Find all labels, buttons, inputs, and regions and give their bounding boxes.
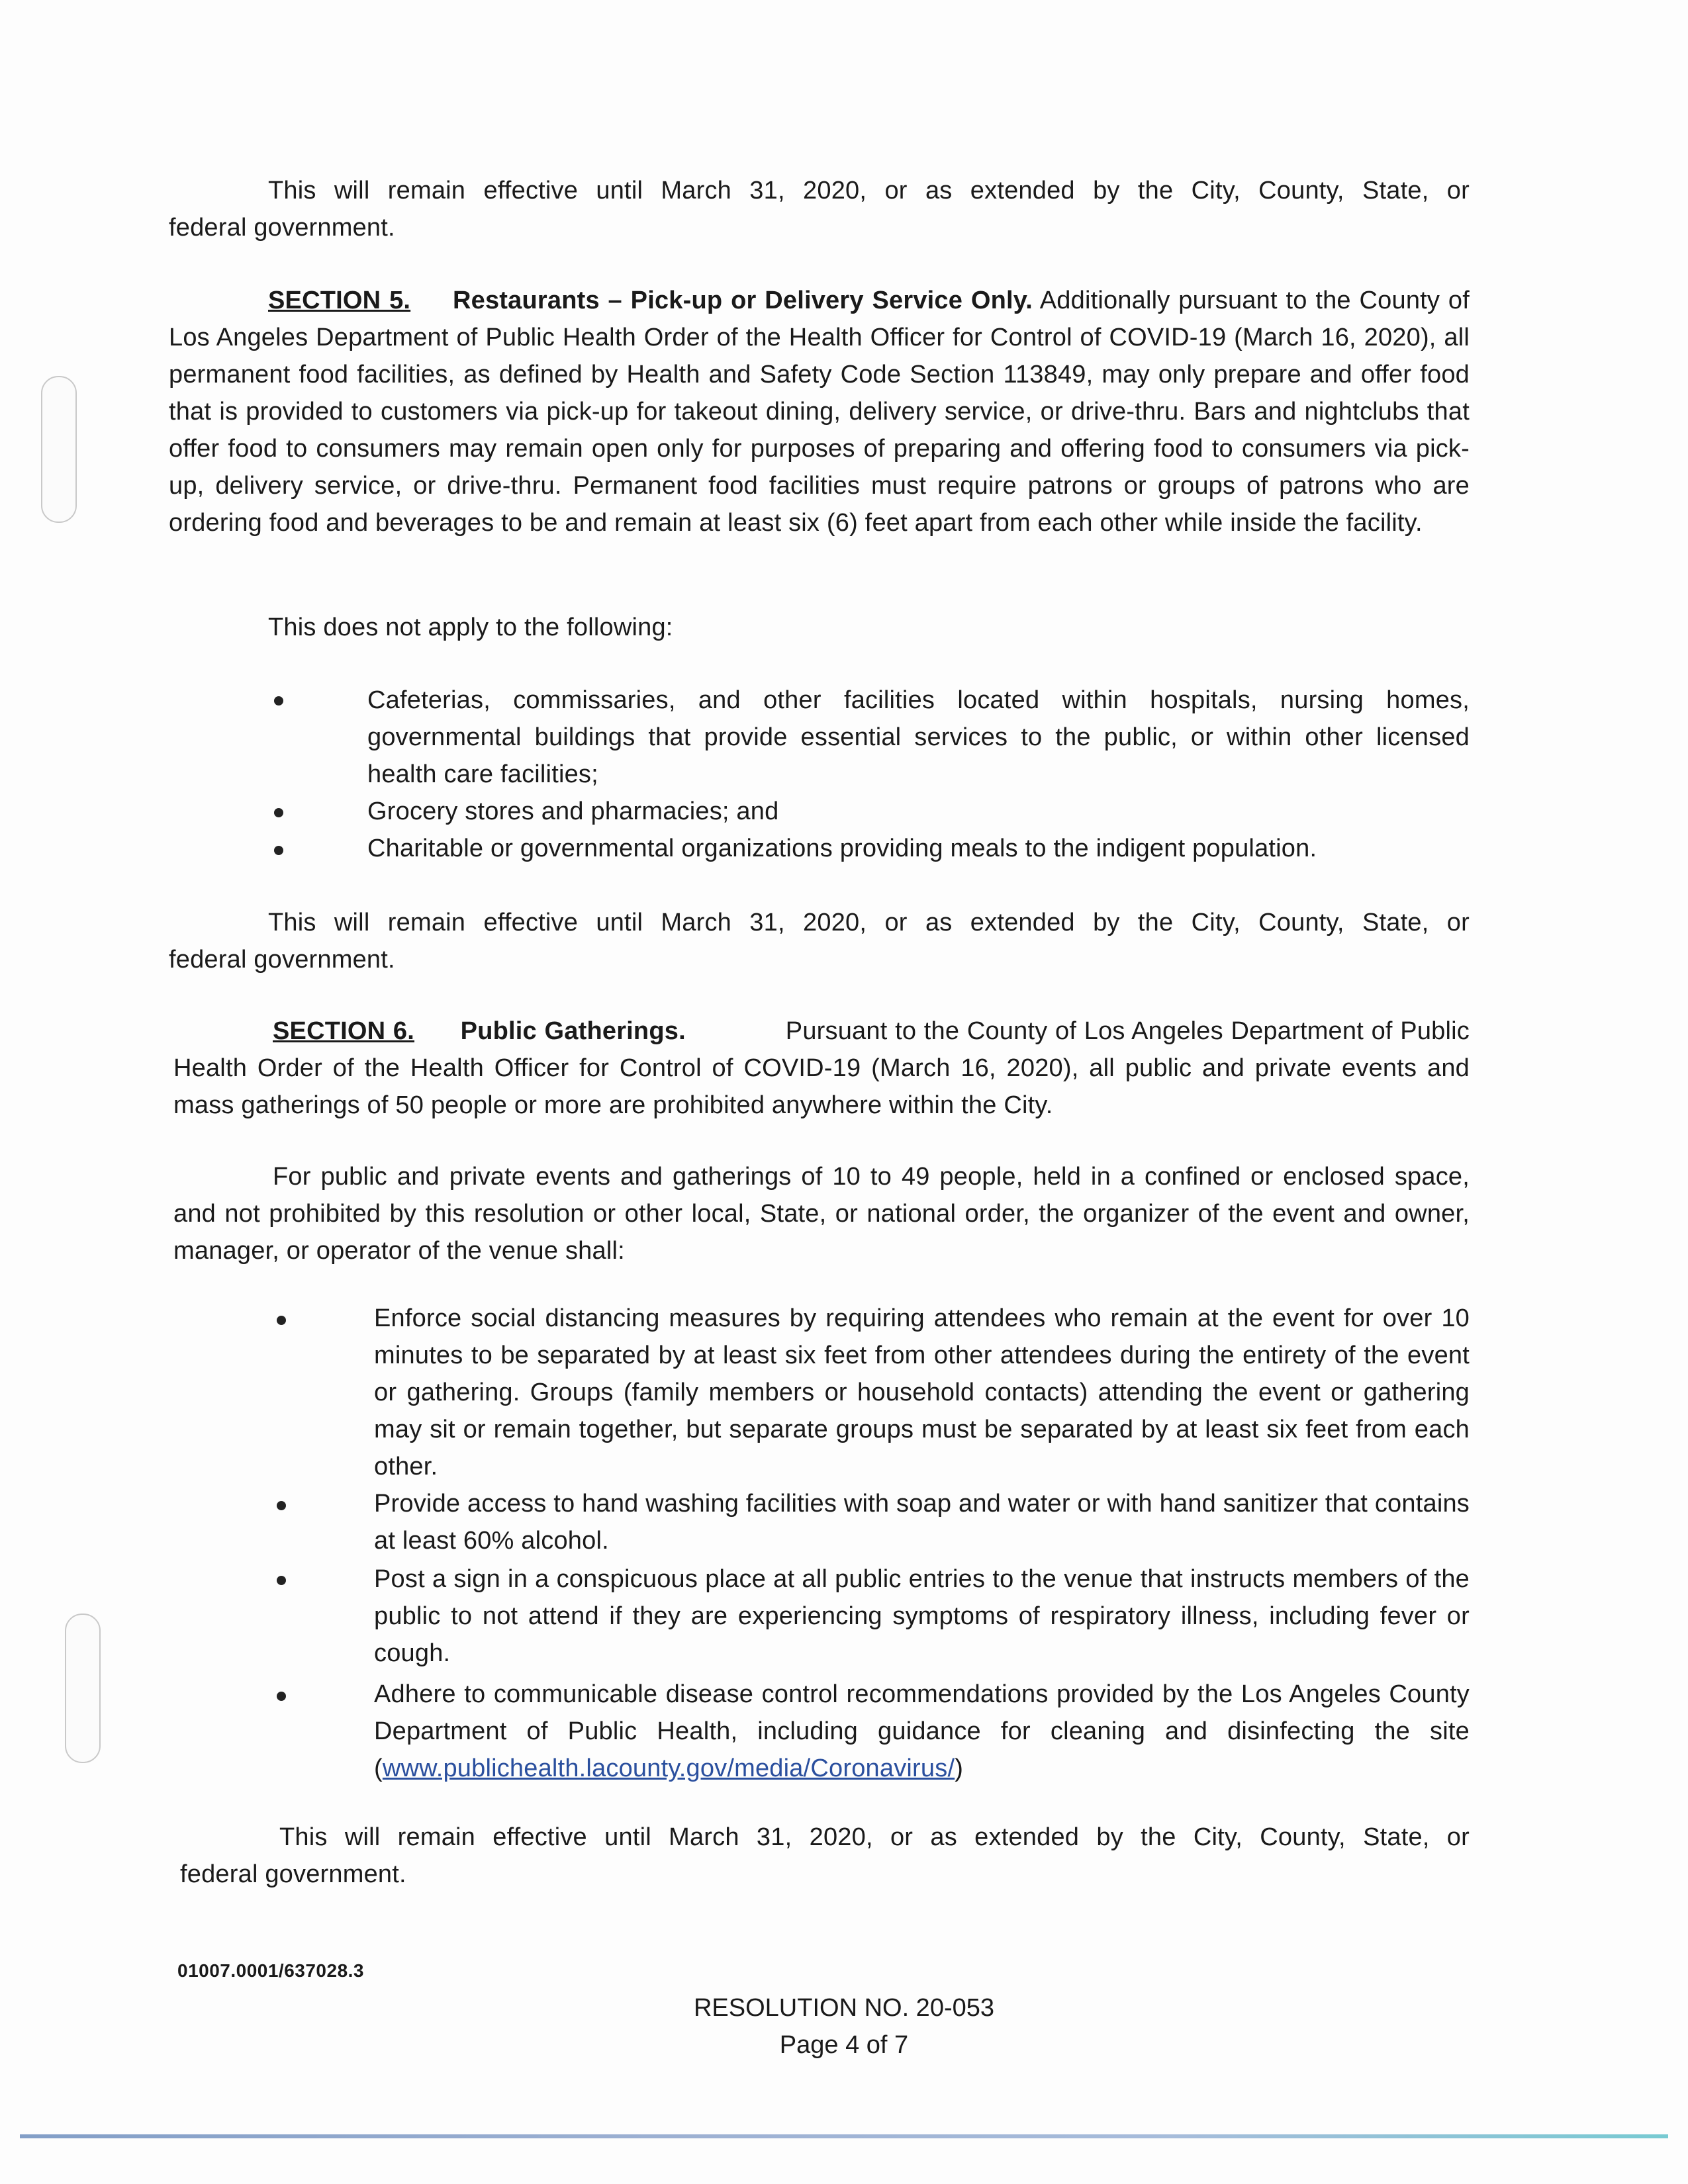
section-6-title: Public Gatherings. bbox=[460, 1017, 686, 1045]
bullet-icon bbox=[277, 1316, 286, 1325]
bullet-icon bbox=[277, 1501, 286, 1510]
gathering-requirement: Enforce social distancing measures by requiring attendees who remain at the event for over 10 minutes to be separated by at least six feet from other attendees during the entirety of the event or gathering. Groups (family members or household contacts) attending the event or gathering may sit or remain together, but separate groups must be separated by at least six feet from each other. bbox=[374, 1304, 1470, 1480]
page-number: Page 4 of 7 bbox=[779, 2031, 909, 2059]
effective-paragraph-1 bbox=[169, 172, 1470, 246]
section-5-title: Restaurants – Pick-up or Delivery Service Only. bbox=[452, 287, 1033, 314]
resolution-number: RESOLUTION NO. 20-053 bbox=[693, 1994, 995, 2022]
bullet-icon bbox=[274, 808, 283, 817]
section-5-body: Additionally pursuant to the County of Los Angeles Department of Public Health Order of the Health Officer for Control of COVID-19 (March 16, 2020), all permanent food facilities, as defined by Health and Safety Code Section 113849, may only prepare and offer food that is provided to customers via pick-up for takeout dining, delivery service, or drive-thru. Bars and nightclubs that offer food to consumers may remain open only for purposes of preparing and offering food to consumers via pick-up, delivery service, or drive-thru. Permanent food facilities must require patrons or groups of patrons who are ordering food and beverages to be and remain at least six (6) feet apart from each other while inside the facility. bbox=[169, 287, 1470, 537]
punch-hole-top bbox=[41, 376, 77, 523]
effective-paragraph-3 bbox=[180, 1819, 1470, 1893]
exemptions-intro: This does not apply to the following: bbox=[268, 614, 673, 641]
section-6-label: SECTION 6. bbox=[273, 1017, 415, 1045]
gatherings-intro: For public and private events and gatherings of 10 to 49 people, held in a confined or enclosed space, and not prohibited by this resolution or other local, State, or national order, the organizer of the event and owner, manager, or operator of the venue shall: bbox=[173, 1163, 1470, 1265]
scan-edge-line bbox=[20, 2134, 1668, 2138]
gathering-requirement: Provide access to hand washing facilities with soap and water or with hand sanitizer that contains at least 60% alcohol. bbox=[374, 1490, 1470, 1555]
exemption-item: Cafeterias, commissaries, and other facilities located within hospitals, nursing homes, governmental buildings that provide essential services to the public, or within other licensed health care facilities; bbox=[367, 686, 1470, 788]
gathering-requirement: Post a sign in a conspicuous place at all public entries to the venue that instructs members of the public to not attend if they are experiencing symptoms of respiratory illness, including fever or cough. bbox=[374, 1565, 1470, 1667]
bullet-icon bbox=[274, 696, 283, 705]
section-5-paragraph bbox=[169, 282, 1470, 541]
bullet-icon bbox=[277, 1692, 286, 1701]
bullet-icon bbox=[277, 1576, 286, 1585]
effective-line: This will remain effective until March 31, 2020, or as extended by the City, County, State, or bbox=[268, 909, 1470, 936]
gathering-requirement bbox=[374, 1676, 1470, 1787]
coronavirus-guidance-link[interactable]: www.publichealth.lacounty.gov/media/Coronavirus/ bbox=[382, 1754, 955, 1782]
gathering-requirement-text: Adhere to communicable disease control recommendations provided by the Los Angeles County Department of Public Health, including guidance for cleaning and disinfecting the site bbox=[374, 1680, 1470, 1745]
document-id: 01007.0001/637028.3 bbox=[177, 1960, 364, 1981]
section-6-body: Pursuant to the County of Los Angeles Department of Public Health Order of the Health Officer for Control of COVID-19 (March 16, 2020), all public and private events and mass gatherings of 50 people or more are prohibited anywhere within the City. bbox=[173, 1017, 1470, 1119]
bullet-icon bbox=[274, 846, 283, 855]
effective-line: This will remain effective until March 31, 2020, or as extended by the City, County, State, or bbox=[279, 1823, 1470, 1851]
exemption-item: Grocery stores and pharmacies; and bbox=[367, 797, 779, 825]
effective-line: federal government. bbox=[169, 946, 395, 974]
effective-line: This will remain effective until March 31, 2020, or as extended by the City, County, State, or bbox=[268, 177, 1470, 205]
exemption-item: Charitable or governmental organizations providing meals to the indigent population. bbox=[367, 835, 1317, 862]
section-5-label: SECTION 5. bbox=[268, 287, 411, 314]
effective-paragraph-2 bbox=[169, 904, 1470, 978]
effective-line: federal government. bbox=[180, 1860, 406, 1888]
paren-close: ) bbox=[955, 1754, 964, 1782]
effective-line: federal government. bbox=[169, 214, 395, 242]
paren-open: ( bbox=[374, 1754, 383, 1782]
punch-hole-bottom bbox=[65, 1614, 101, 1763]
section-6-paragraph bbox=[173, 1013, 1470, 1124]
